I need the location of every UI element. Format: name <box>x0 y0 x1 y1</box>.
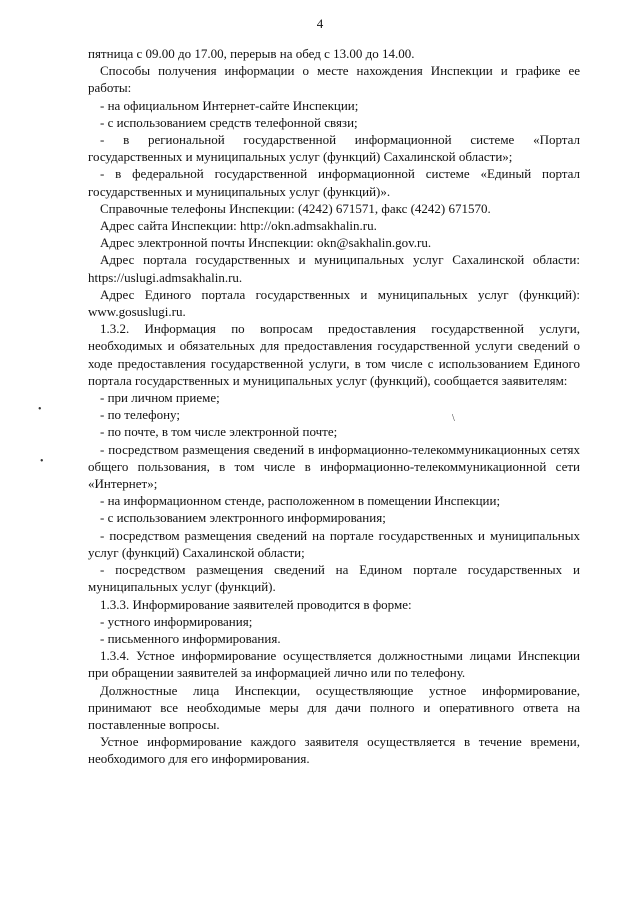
paragraph: - посредством размещения сведений в информационно-телекоммуникационных сетях общего пользования, в том числе в информационно-телекоммуникационной сети «Интернет»; <box>88 441 580 492</box>
paragraph: - посредством размещения сведений на портале государственных и муниципальных услуг (функций) Сахалинской области; <box>88 527 580 560</box>
page-number: 4 <box>316 16 324 31</box>
paragraph: Устное информирование каждого заявителя осуществляется в течение времени, необходимого для его информирования. <box>88 734 580 767</box>
paragraph: - в региональной государственной информационной системе «Портал государственных и муниципальных услуг (функций) Сахалинской области»; <box>88 132 580 165</box>
scan-artifact-dot: • <box>40 456 44 467</box>
paragraph: Должностные лица Инспекции, осуществляющие устное информирование, принимают все необходимые меры для дачи полного и оперативного ответа на поставленные вопросы. <box>88 682 580 732</box>
paragraph: - с использованием средств телефонной связи; <box>100 114 358 130</box>
paragraph: 1.3.3. Информирование заявителей проводится в форме: <box>100 596 412 612</box>
paragraph: - по телефону; <box>100 407 180 423</box>
paragraph: - посредством размещения сведений на Едином портале государственных и муниципальных услуг (функций). <box>88 562 580 595</box>
paragraph: - в федеральной государственной информационной системе «Единый портал государственных и муниципальных услуг (функций)». <box>88 166 580 199</box>
paragraph: - на информационном стенде, расположенном в помещении Инспекции; <box>100 493 501 509</box>
paragraph: - на официальном Интернет-сайте Инспекции; <box>100 97 359 113</box>
paragraph: пятница с 09.00 до 17.00, перерыв на обед с 13.00 до 14.00. <box>88 46 415 61</box>
paragraph: 1.3.2. Информация по вопросам предоставления государственной услуги, необходимых и обязательных для предоставления государственной услуги сведений о ходе предоставления государственной услуги, в том числе с использованием Единого портала государственных и муниципальных услуг (функций), сообщается заявителям: <box>88 321 580 388</box>
paragraph: - письменного информирования. <box>100 630 281 646</box>
scan-artifact-stroke: \ <box>452 413 455 424</box>
scan-artifact-dot: • <box>38 404 42 415</box>
paragraph: Адрес сайта Инспекции: http://okn.admsakhalin.ru. <box>100 218 377 234</box>
paragraph: - при личном приеме; <box>100 390 220 406</box>
paragraph: Адрес электронной почты Инспекции: okn@sakhalin.gov.ru. <box>100 235 432 251</box>
paragraph: Адрес Единого портала государственных и муниципальных услуг (функций): www.gosuslugi.ru. <box>88 286 580 320</box>
paragraph: - по почте, в том числе электронной почте; <box>100 424 338 440</box>
paragraph: Адрес портала государственных и муниципальных услуг Сахалинской области: https://uslugi.admsakhalin.ru. <box>88 252 580 285</box>
paragraph: - с использованием электронного информирования; <box>100 510 386 526</box>
paragraph: - устного информирования; <box>100 613 253 629</box>
paragraph: Способы получения информации о месте нахождения Инспекции и графике ее работы: <box>88 63 580 96</box>
paragraph: Справочные телефоны Инспекции: (4242) 671571, факс (4242) 671570. <box>100 200 491 216</box>
document-body <box>88 45 580 768</box>
paragraph: 1.3.4. Устное информирование осуществляется должностными лицами Инспекции при обращении заявителей за информацией лично или по телефону. <box>88 648 580 681</box>
